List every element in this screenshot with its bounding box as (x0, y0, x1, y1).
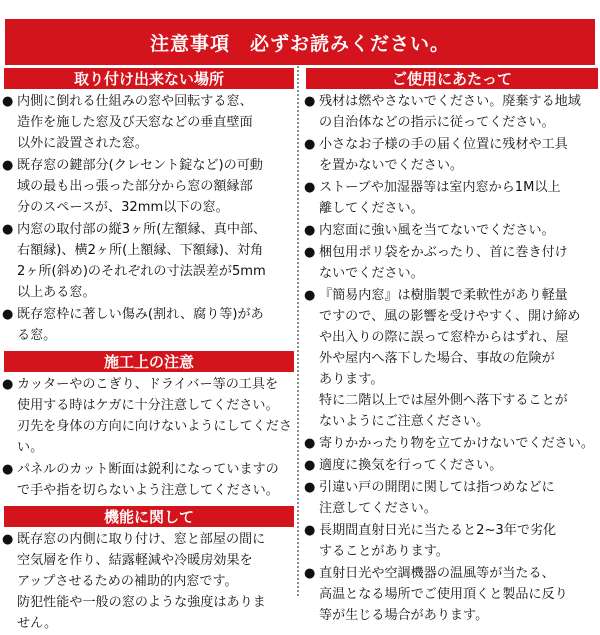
bullet-icon: ● (304, 436, 316, 451)
list-item (302, 433, 600, 454)
column-divider (297, 66, 299, 596)
item-line: 梱包用ポリ袋をかぶったり、首に巻き付け (319, 245, 568, 260)
list-item (0, 459, 296, 501)
item-line: 使用する時はケガに十分注意してください。 (17, 398, 279, 413)
item-line: 防犯性能や一般の窓のような強度はありま (17, 595, 266, 610)
list-item (302, 220, 600, 241)
item-line: 離してください。 (319, 201, 424, 216)
section-heading-construction (4, 351, 294, 372)
bullet-icon: ● (304, 94, 316, 109)
list-item (302, 285, 600, 432)
item-line: 内側に倒れる仕組みの窓や回転する窓、 (17, 94, 253, 109)
section-list (0, 91, 296, 346)
item-line: 長期間直射日光に当たると2~3年で劣化 (319, 523, 557, 538)
bullet-icon: ● (304, 245, 316, 260)
bullet-icon: ● (304, 480, 316, 495)
item-line: 造作を施した窓及び天窓などの垂直壁面 (17, 115, 253, 130)
item-line: を置かないでください。 (319, 158, 464, 173)
item-line: 外や屋内へ落下した場合、事故の危険が (319, 351, 555, 366)
item-line: アップさせるための補助的内窓です。 (17, 574, 238, 589)
left-column (0, 68, 296, 635)
item-line: 以外に設置された窓。 (17, 136, 148, 151)
list-item (0, 529, 296, 634)
list-item (302, 177, 600, 219)
item-line: 既存窓の鍵部分(クレセント錠など)の可動 (17, 158, 263, 173)
item-line: 域の最も出っ張った部分から窓の額縁部 (17, 179, 253, 194)
section-heading-label: 機能に関して (103, 508, 194, 526)
bullet-icon: ● (304, 180, 316, 195)
item-line: せん。 (17, 616, 58, 631)
bullet-icon: ● (304, 137, 316, 152)
item-line: することがあります。 (319, 544, 449, 559)
item-line: 直射日光や空調機器の温風等が当たる、 (319, 566, 555, 581)
page-title: 注意事項 必ずお読みください。 (149, 32, 450, 55)
item-line: 残材は燃やさないでください。廃棄する地域 (319, 94, 581, 109)
bullet-icon: ● (2, 307, 14, 322)
item-line: ないようにご注意ください。 (319, 414, 490, 429)
list-item (0, 155, 296, 218)
item-line: 高温となる場所でご使用頂くと製品に反り (319, 587, 568, 602)
item-line: 2ヶ所(斜め)のそれぞれの寸法誤差が5mm (17, 264, 266, 279)
list-item (302, 520, 600, 562)
bullet-icon: ● (304, 288, 316, 303)
item-line: ストーブや加湿器等は室内窓から1M以上 (319, 180, 561, 195)
item-line: 『簡易内窓』は樹脂製で柔軟性があり軽量 (319, 288, 568, 303)
item-line: 既存窓枠に著しい傷み(割れ、腐り等)があ (17, 307, 264, 322)
section-list (302, 91, 600, 626)
bullet-icon: ● (304, 566, 316, 581)
section-list (0, 374, 296, 501)
bullet-icon: ● (2, 94, 14, 109)
bullet-icon: ● (2, 377, 14, 392)
item-line: で手や指を切らないよう注意してください。 (17, 483, 279, 498)
section-heading-label: ご使用にあたって (391, 70, 512, 88)
item-line: 小さなお子様の手の届く位置に残材や工具 (319, 137, 568, 152)
list-item (302, 563, 600, 626)
item-line: の自治体などの指示に従ってください。 (319, 115, 555, 130)
list-item (0, 91, 296, 154)
bullet-icon: ● (2, 222, 14, 237)
list-item (302, 134, 600, 176)
item-line: パネルのカット断面は鋭利になっていますの (17, 462, 279, 477)
list-item (302, 455, 600, 476)
item-line: カッターやのこぎり、ドライバー等の工具を (17, 377, 279, 392)
item-line: 引違い戸の開閉に関しては指つめなどに (319, 480, 555, 495)
item-line: 適度に換気を行ってください。 (319, 458, 503, 473)
item-line: い。 (17, 440, 44, 455)
item-line: 空気層を作り、結露軽減や冷暖房効果を (17, 553, 253, 568)
item-line: 内窓面に強い風を当てないでください。 (319, 223, 555, 238)
list-item (0, 304, 296, 346)
item-line: ですので、風の影響を受けやすく、開け締め (319, 309, 581, 324)
bullet-icon: ● (2, 158, 14, 173)
item-line: る窓。 (17, 328, 57, 343)
section-heading-label: 取り付け出来ない場所 (73, 70, 224, 88)
item-line: 注意してください。 (319, 501, 437, 516)
item-line: 既存窓の内側に取り付け、窓と部屋の間に (17, 532, 266, 547)
list-item (302, 91, 600, 133)
item-line: 右額縁)、横2ヶ所(上額縁、下額縁)、対角 (17, 243, 264, 258)
item-line: あります。 (319, 372, 384, 387)
item-line: 内窓の取付部の縦3ヶ所(左額縁、真中部、 (17, 222, 267, 237)
item-line: 等が生じる場合があります。 (319, 608, 489, 623)
section-heading-function (4, 506, 294, 527)
list-item (302, 242, 600, 284)
item-line: 分のスペースが、32mm以下の窓。 (17, 200, 229, 215)
item-line: ないでください。 (319, 266, 424, 281)
bullet-icon: ● (2, 532, 14, 547)
section-heading-usage (306, 68, 598, 89)
item-line: 以上ある窓。 (17, 285, 96, 300)
list-item (0, 219, 296, 303)
bullet-icon: ● (304, 223, 316, 238)
section-heading-install-limits (4, 68, 294, 89)
list-item (0, 374, 296, 458)
section-heading-label: 施工上の注意 (103, 353, 194, 371)
bullet-icon: ● (2, 462, 14, 477)
item-line: 刃先を身体の方向に向けないようにしてくださ (17, 419, 292, 434)
item-line: 寄りかかったり物を立てかけないでください。 (319, 436, 594, 451)
page-title-banner (5, 19, 595, 65)
item-line: や出入りの際に誤って窓枠からはずれ、屋 (319, 330, 569, 345)
item-line: 特に二階以上では屋外側へ落下することが (319, 393, 568, 408)
list-item (302, 477, 600, 519)
right-column (302, 68, 600, 627)
bullet-icon: ● (304, 458, 316, 473)
bullet-icon: ● (304, 523, 316, 538)
section-list (0, 529, 296, 634)
